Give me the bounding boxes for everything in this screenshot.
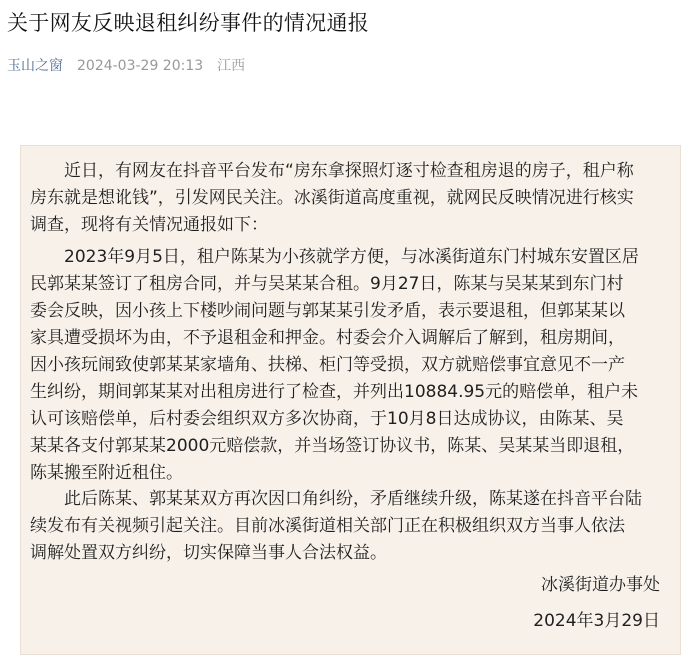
text-line: 2023年9月5日，租户陈某为小孩就学方便，与冰溪街道东门村城东安置区居 [30,247,639,267]
author-link[interactable]: 玉山之窗 [7,58,63,74]
publish-datetime: 2024-03-29 20:13 [77,58,204,74]
notice-paragraph-3 [30,486,685,567]
notice-paragraph-2 [30,244,685,487]
text-line: 续发布有关视频引起关注。目前冰溪街道相关部门正在积极组织双方当事人依法 [30,516,625,536]
text-line: 委会反映，因小孩上下楼吵闹问题与郭某某引发矛盾，表示要退租，但郭某某以 [30,301,625,321]
article-title: 关于网友反映退租纠纷事件的情况通报 [7,11,370,35]
text-line: 因小孩玩闹致使郭某某家墙角、扶梯、柜门等受损，双方就赔偿事宜意见不一产 [30,355,625,375]
text-line: 此后陈某、郭某某双方再次因口角纠纷，矛盾继续升级，陈某遂在抖音平台陆 [30,489,642,509]
article-meta [7,56,245,76]
text-line: 调解处置双方纠纷，切实保障当事人合法权益。 [30,543,387,563]
text-line: 认可该赔偿单，后村委会组织双方多次协商，于10月8日达成协议，由陈某、吴 [30,409,624,429]
notice-signature: 冰溪街道办事处 [541,575,660,595]
text-line: 民郭某某签订了租房合同，并与吴某某合租。9月27日，陈某与吴某某到东门村 [30,274,624,294]
text-line: 生纠纷，期间郭某某对出租房进行了检查，并列出10884.95元的赔偿单，租户未 [30,382,639,402]
notice-paragraph-1 [30,158,685,239]
text-line: 家具遭受损坏为由，不予退租金和押金。村委会介入调解后了解到，租房期间， [30,328,625,348]
notice-date: 2024年3月29日 [533,611,660,631]
text-line: 陈某搬至附近租住。 [30,463,183,483]
text-line: 调查，现将有关情况通报如下： [30,215,268,235]
text-line: 近日，有网友在抖音平台发布“房东拿探照灯逐寸检查租房退的房子，租户称 [30,161,634,181]
publish-location: 江西 [217,58,246,74]
text-line: 房东就是想讹钱”，引发网民关注。冰溪街道高度重视，就网民反映情况进行核实 [30,188,634,208]
text-line: 某某各支付郭某某2000元赔偿款，并当场签订协议书，陈某、吴某某当即退租， [30,436,635,456]
